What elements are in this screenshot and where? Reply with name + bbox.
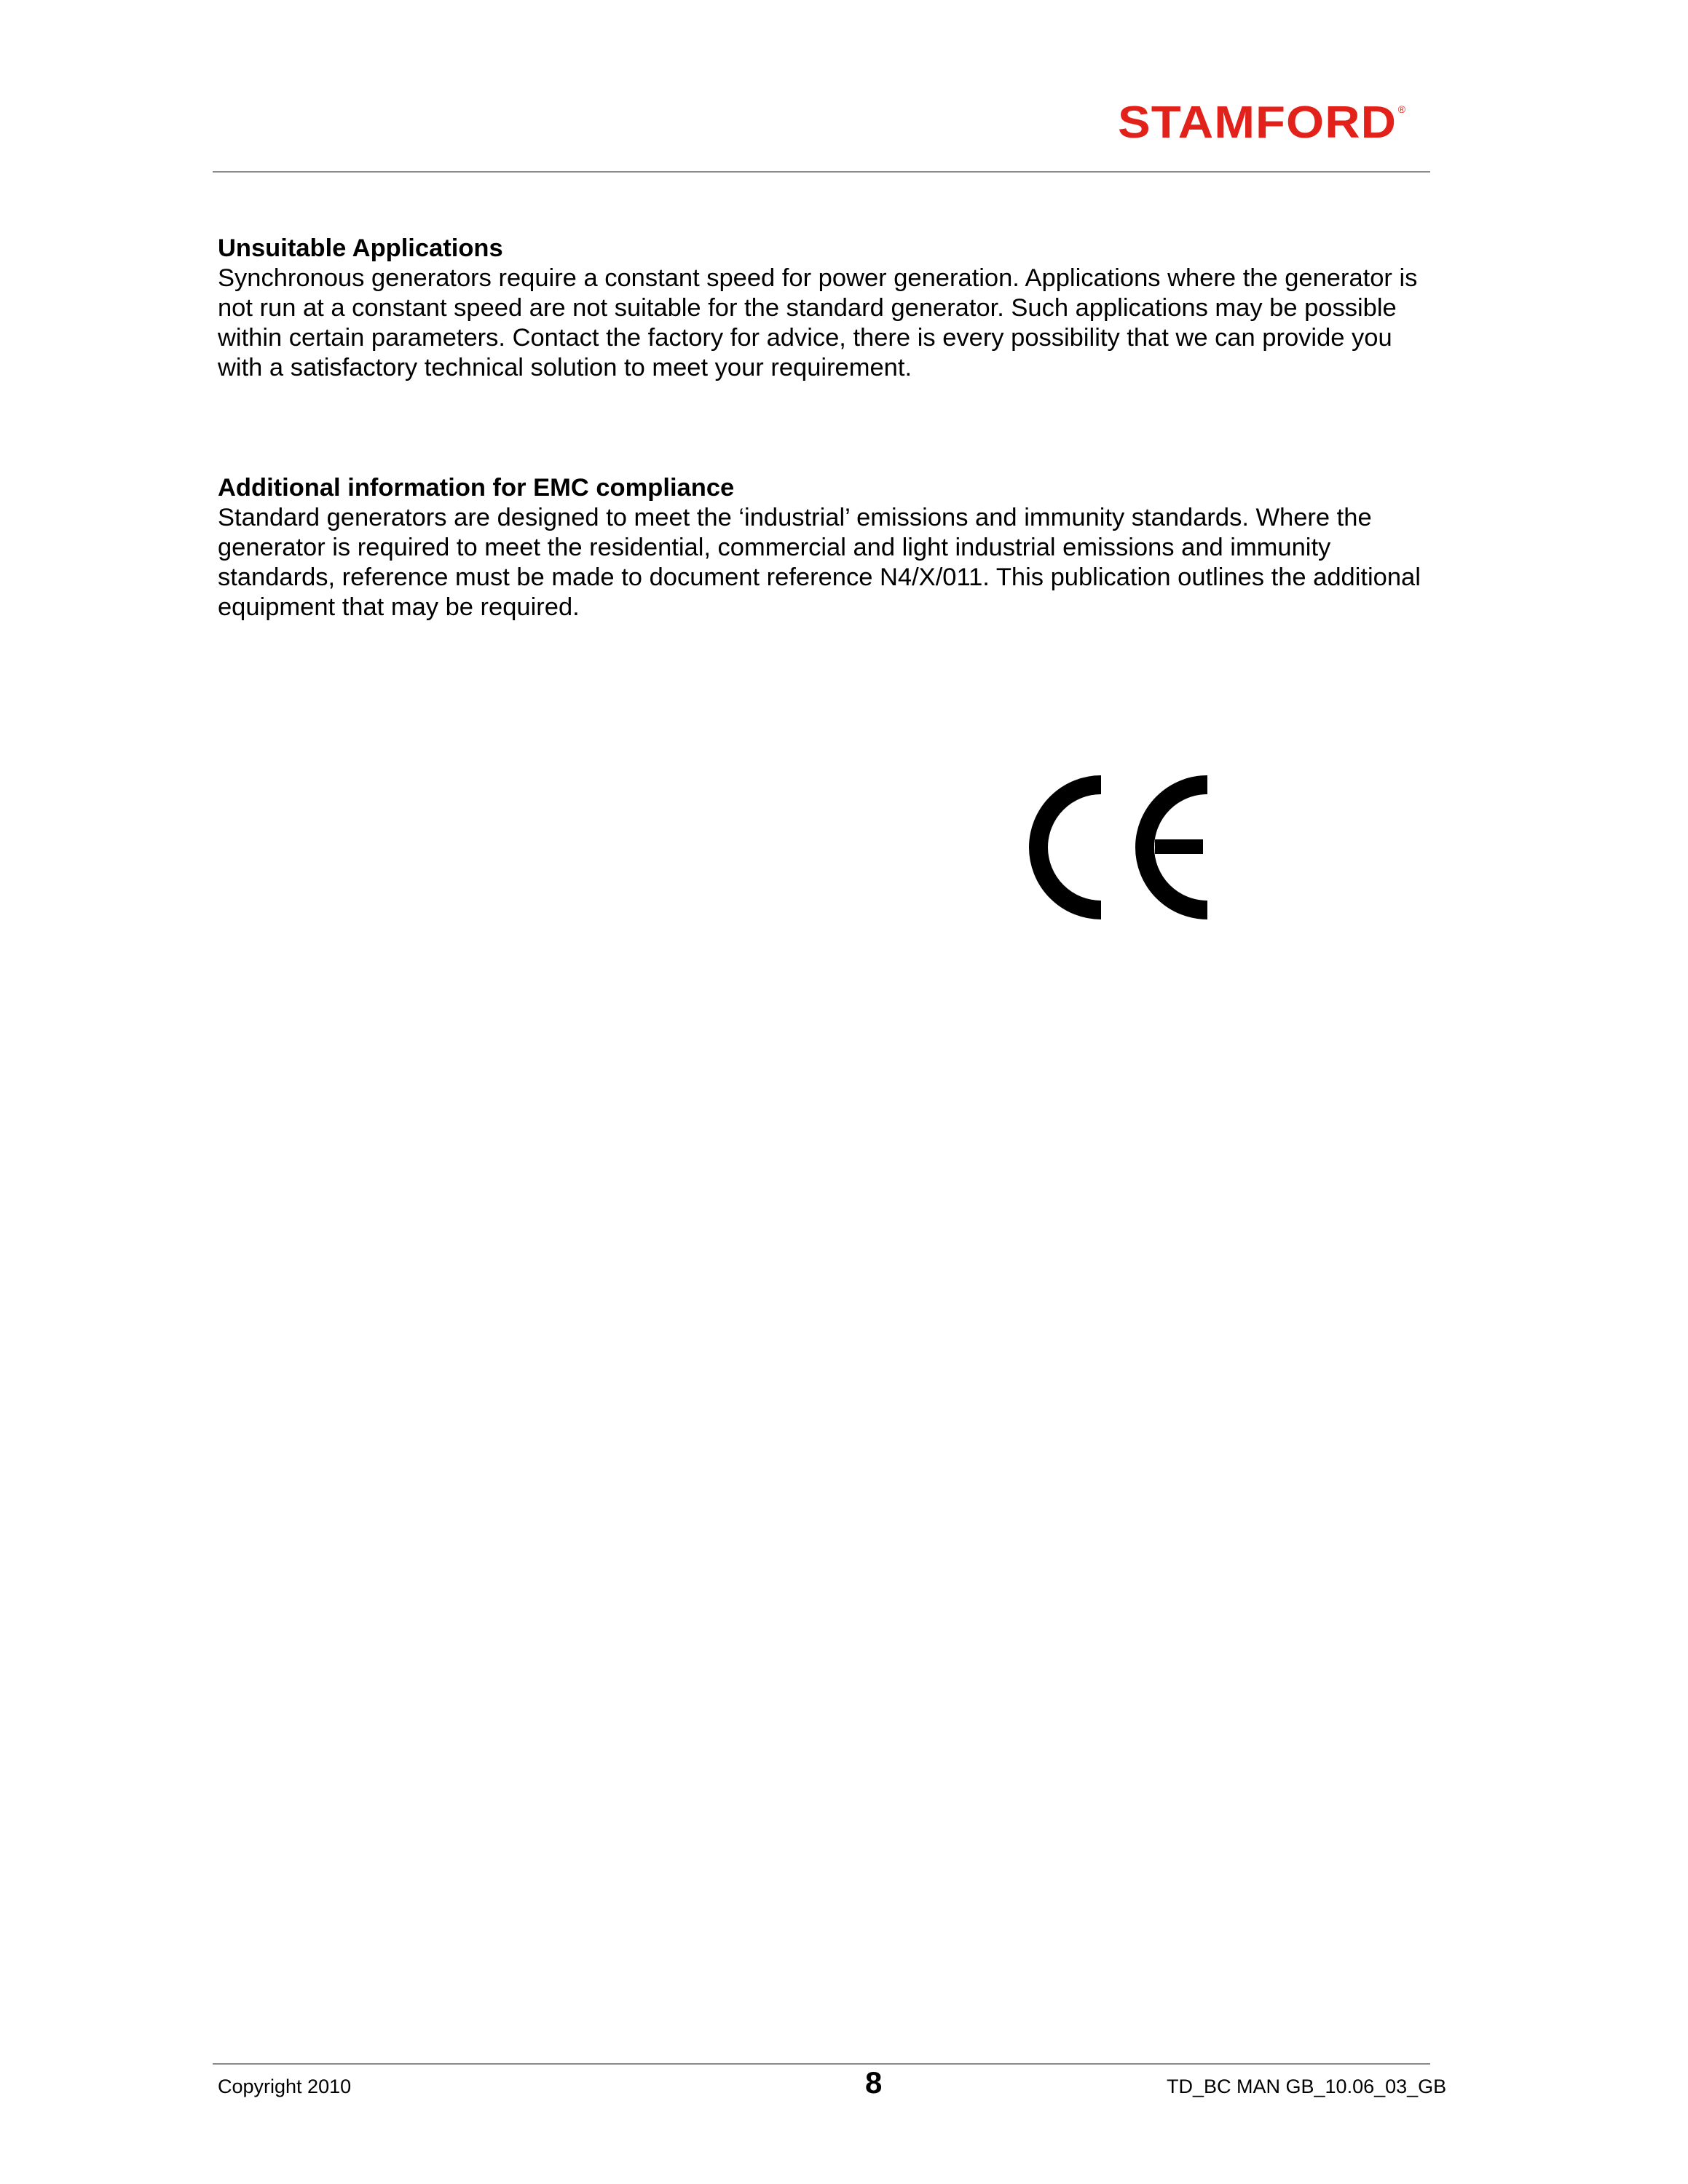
header-divider [213,171,1430,173]
footer-page-number: 8 [865,2065,883,2100]
section-heading: Unsuitable Applications [218,234,503,262]
footer-copyright: Copyright 2010 [218,2076,352,2097]
section-unsuitable-applications [218,234,1427,383]
section-body: Synchronous generators require a constant speed for power generation. Applications where the generator is not run at a constant speed are not suitable for the standard generator. Such applications may be possible within certain parameters. Contact the factory for advice, there is every possibility that we can provide you with a satisfactory technical solution to meet your requirement. [218,264,1418,381]
logo-text: STAMFORD [1118,98,1397,148]
stamford-logo [1118,100,1405,151]
ce-marking-icon [1027,772,1216,922]
footer-divider [213,2063,1430,2065]
section-emc-compliance [218,473,1427,622]
page-content [218,234,1427,622]
registered-mark: ® [1397,103,1406,115]
section-heading: Additional information for EMC compliance [218,474,735,502]
section-body: Standard generators are designed to meet the ‘industrial’ emissions and immunity standards. Where the generator is required to meet the residential, commercial and light industrial emissions and immunity standards, reference must be made to document reference N4/X/011. This publication outlines the additional equipment that may be required. [218,504,1421,621]
footer-doc-reference: TD_BC MAN GB_10.06_03_GB [1167,2076,1447,2097]
